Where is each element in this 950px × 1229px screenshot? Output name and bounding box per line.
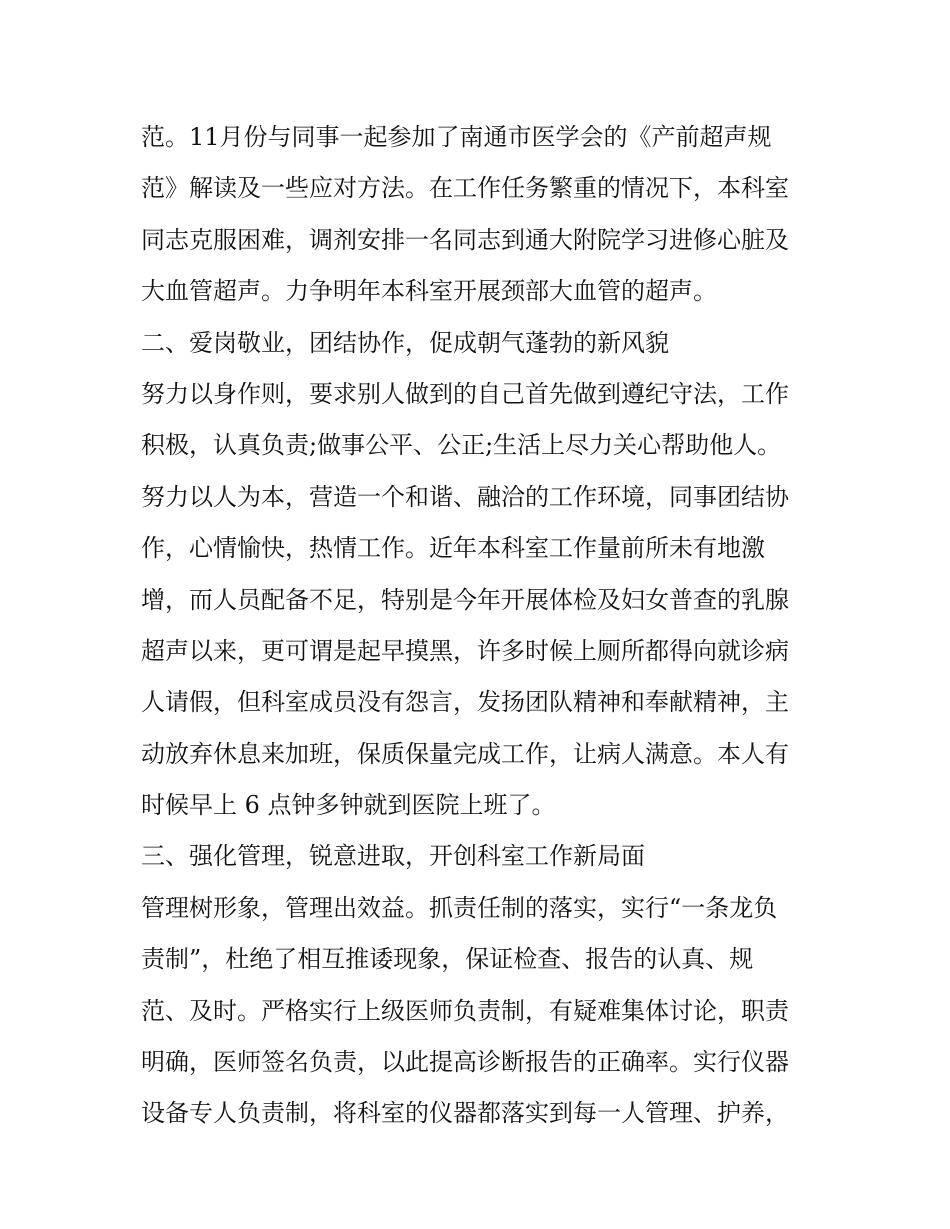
paragraph-line: 大血管超声。力争明年本科室开展颈部大血管的超声。 — [141, 277, 717, 306]
section-heading: 三、强化管理，锐意进取，开创科室工作新局面 — [141, 842, 645, 871]
paragraph-line: 人请假，但科室成员没有怨言，发扬团队精神和奉献精神，主 — [141, 688, 789, 717]
document-body — [141, 112, 821, 1140]
paragraph-line: 增，而人员配备不足，特别是今年开展体检及妇女普查的乳腺 — [141, 585, 789, 614]
paragraph-line: 范、及时。严格实行上级医师负责制，有疑难集体讨论，职责 — [141, 996, 789, 1025]
section-heading: 二、爱岗敬业，团结协作，促成朝气蓬勃的新风貌 — [141, 328, 669, 357]
paragraph-line: 时候早上 6 点钟多钟就到医院上班了。 — [141, 791, 556, 820]
paragraph-line: 作，心情愉快，热情工作。近年本科室工作量前所未有地激 — [141, 534, 765, 563]
paragraph-line: 明确，医师签名负责，以此提高诊断报告的正确率。实行仪器 — [141, 1048, 789, 1077]
paragraph-line: 范》解读及一些应对方法。在工作任务繁重的情况下，本科室 — [141, 174, 789, 203]
paragraph-line: 超声以来，更可谓是起早摸黑，许多时候上厕所都得向就诊病 — [141, 636, 789, 665]
paragraph-line: 努力以身作则，要求别人做到的自己首先做到遵纪守法，工作 — [141, 379, 789, 408]
paragraph-line: 努力以人为本，营造一个和谐、融洽的工作环境，同事团结协 — [141, 482, 789, 511]
paragraph-line: 同志克服困难，调剂安排一名同志到通大附院学习进修心脏及 — [141, 225, 789, 254]
paragraph-line: 动放弃休息来加班，保质保量完成工作，让病人满意。本人有 — [141, 739, 789, 768]
paragraph-line: 责制”，杜绝了相互推诿现象，保证检查、报告的认真、规 — [141, 945, 754, 974]
paragraph-line: 积极，认真负责;做事公平、公正;生活上尽力关心帮助他人。 — [141, 431, 782, 460]
paragraph-line: 管理树形象，管理出效益。抓责任制的落实，实行“一条龙负 — [141, 893, 778, 922]
paragraph-line: 范。11月份与同事一起参加了南通市医学会的《产前超声规 — [141, 123, 772, 151]
paragraph-line: 设备专人负责制，将科室的仪器都落实到每一人管理、护养， — [141, 1099, 789, 1128]
